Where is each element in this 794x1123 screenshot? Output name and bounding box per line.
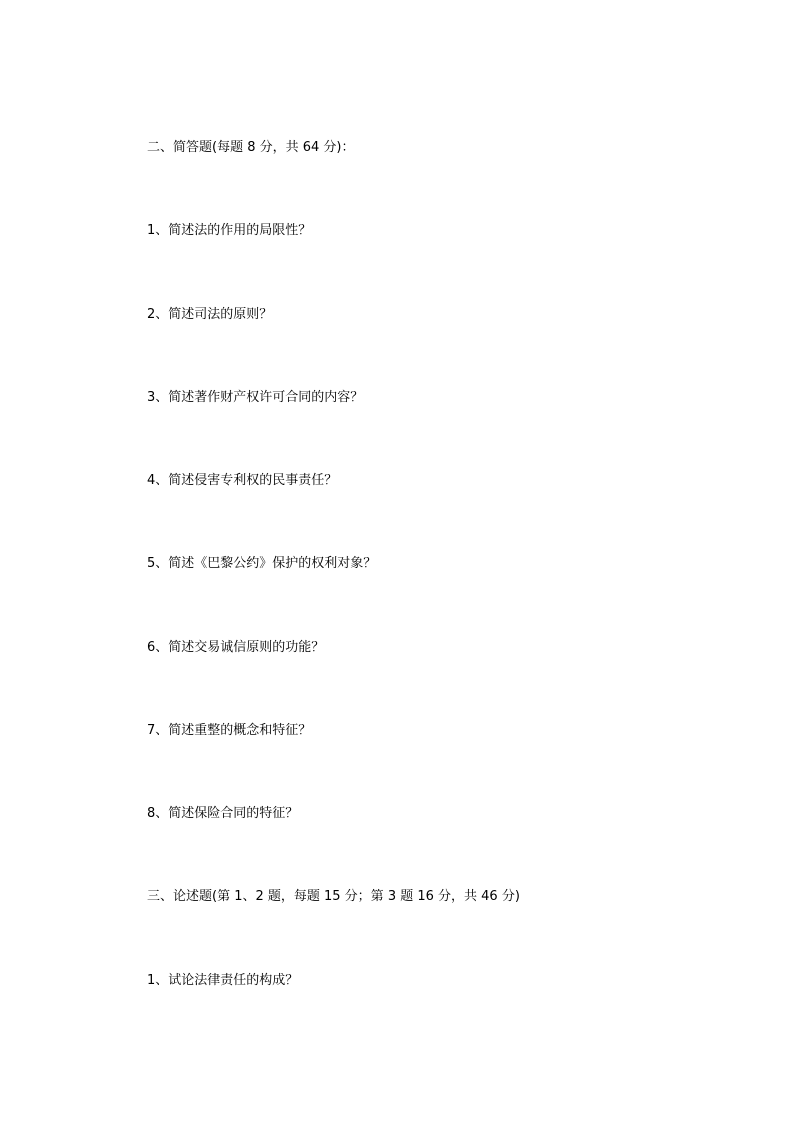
question-item: 8、简述保险合同的特征？	[147, 806, 299, 821]
question-item: 2、简述司法的原则？	[147, 307, 273, 322]
question-item: 1、简述法的作用的局限性？	[147, 223, 312, 238]
question-item: 7、简述重整的概念和特征？	[147, 723, 312, 738]
question-item: 6、简述交易诚信原则的功能？	[147, 640, 325, 655]
section-heading-essay: 三、论述题(第 1、2 题，每题 15 分；第 3 题 16 分，共 46 分)	[147, 889, 520, 904]
question-item: 3、简述著作财产权许可合同的内容？	[147, 390, 364, 405]
question-item: 5、简述《巴黎公约》保护的权利对象？	[147, 556, 377, 571]
section-heading-short-answer: 二、简答题(每题 8 分，共 64 分)：	[147, 140, 355, 155]
question-item: 1、试论法律责任的构成？	[147, 973, 299, 988]
question-item: 4、简述侵害专利权的民事责任？	[147, 473, 338, 488]
